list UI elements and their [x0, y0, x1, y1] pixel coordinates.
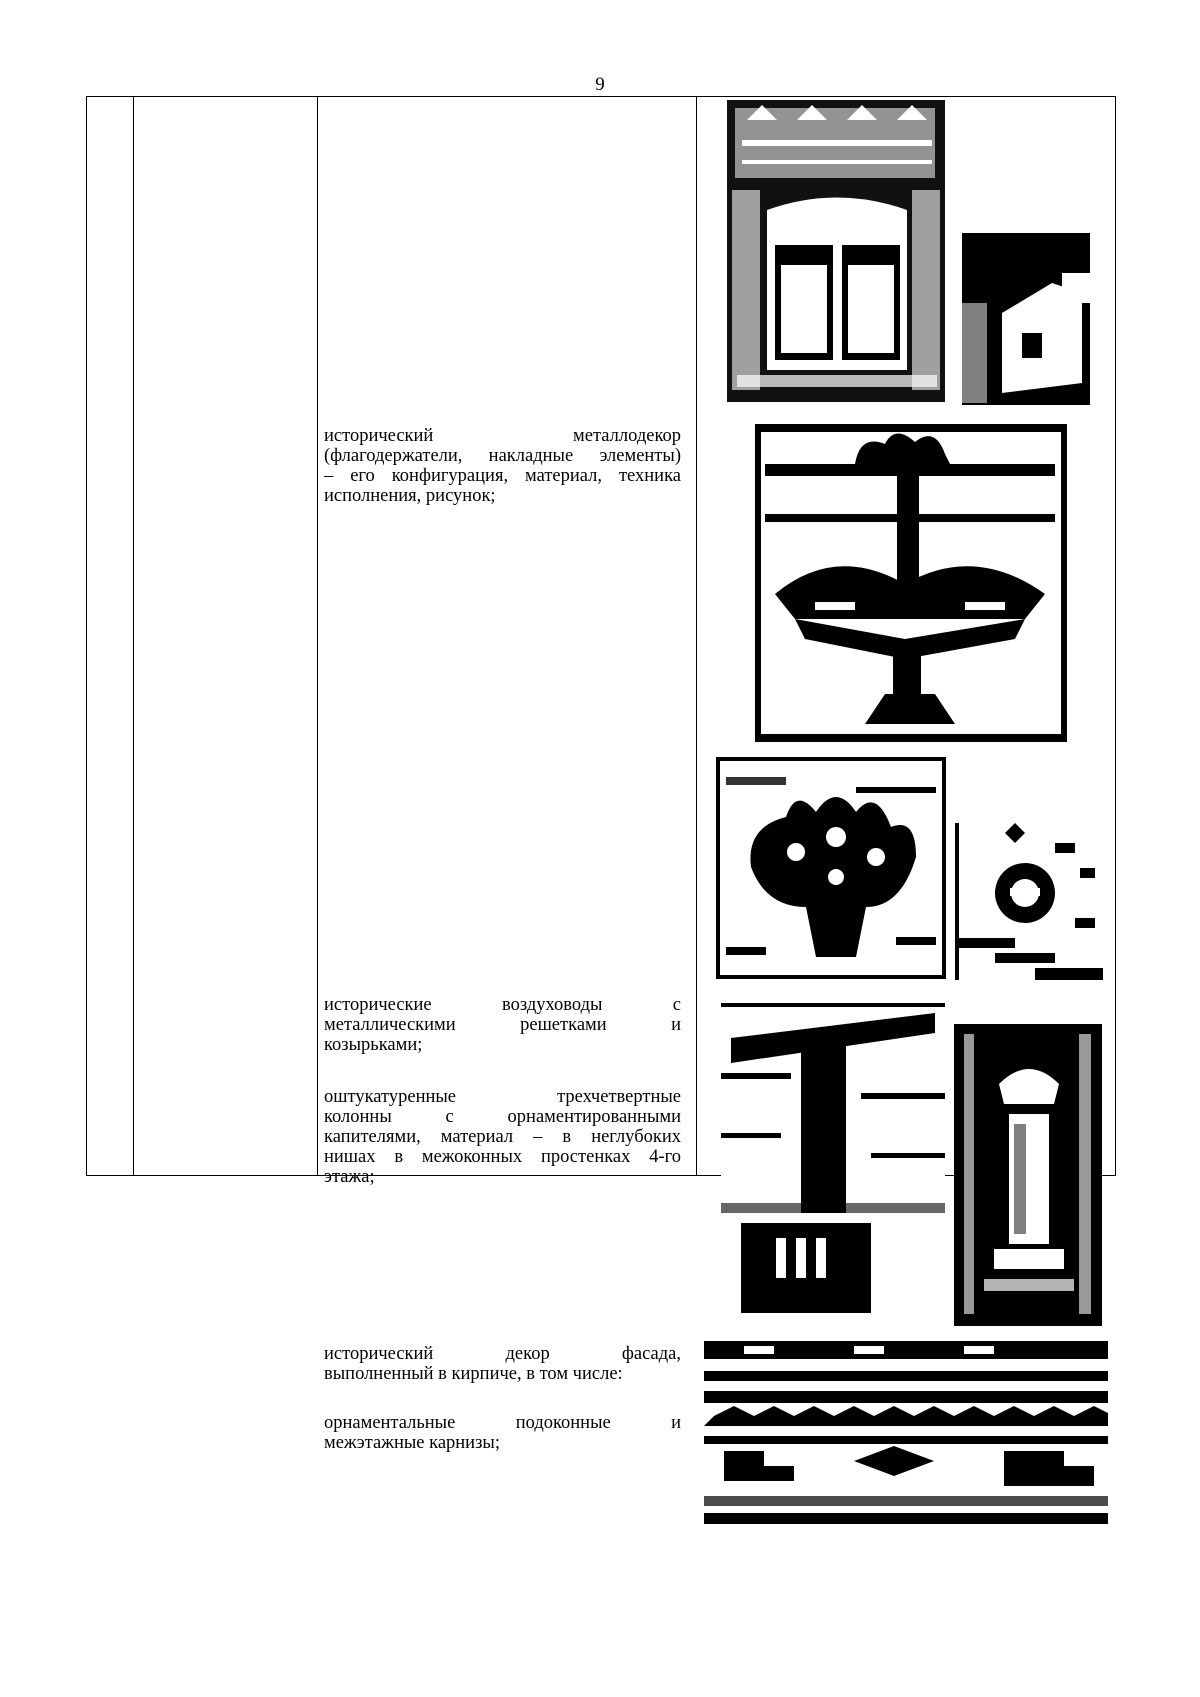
text-line: орнаментальные подоконные и — [324, 1413, 681, 1433]
photo-air-duct — [721, 993, 945, 1326]
page-number: 9 — [595, 74, 605, 95]
photo-brick-cornice — [704, 1341, 1108, 1524]
text-line: этажа; — [324, 1167, 375, 1187]
text-line: исполнения, рисунок; — [324, 486, 496, 506]
item-columns-text — [324, 1087, 681, 1187]
photo-building-corner — [962, 233, 1090, 405]
text-line: межэтажные карнизы; — [324, 1433, 500, 1453]
item-facade-decor-text — [324, 1344, 681, 1384]
column-divider-3 — [696, 97, 697, 1175]
text-line: исторические воздуховоды с — [324, 995, 681, 1015]
photo-metal-ornament — [716, 757, 946, 979]
photo-three-quarter-column — [954, 1024, 1102, 1326]
text-line: колонны с орнаментированными — [324, 1107, 681, 1127]
item-metal-decor-text — [324, 426, 681, 506]
text-line: капителями, материал – в неглубоких — [324, 1127, 681, 1147]
text-line: металлическими решетками и — [324, 1015, 681, 1035]
item-air-ducts-text — [324, 995, 681, 1055]
photo-brick-rosette — [955, 823, 1103, 980]
item-cornices-text — [324, 1413, 681, 1453]
text-line: исторический металлодекор — [324, 426, 681, 446]
photo-window-brick-frame — [727, 100, 945, 402]
text-line: козырьками; — [324, 1035, 423, 1055]
text-line: исторический декор фасада, — [324, 1344, 681, 1364]
text-line: оштукатуренные трехчетвертные — [324, 1087, 681, 1107]
column-divider-2 — [317, 97, 318, 1175]
photo-metal-flagholder — [755, 424, 1067, 742]
text-line: – его конфигурация, материал, техника — [324, 466, 681, 486]
column-divider-1 — [133, 97, 134, 1175]
text-line: нишах в межоконных простенках 4-го — [324, 1147, 681, 1167]
text-line: (флагодержатели, накладные элементы) — [324, 446, 681, 466]
text-line: выполненный в кирпиче, в том числе: — [324, 1364, 623, 1384]
